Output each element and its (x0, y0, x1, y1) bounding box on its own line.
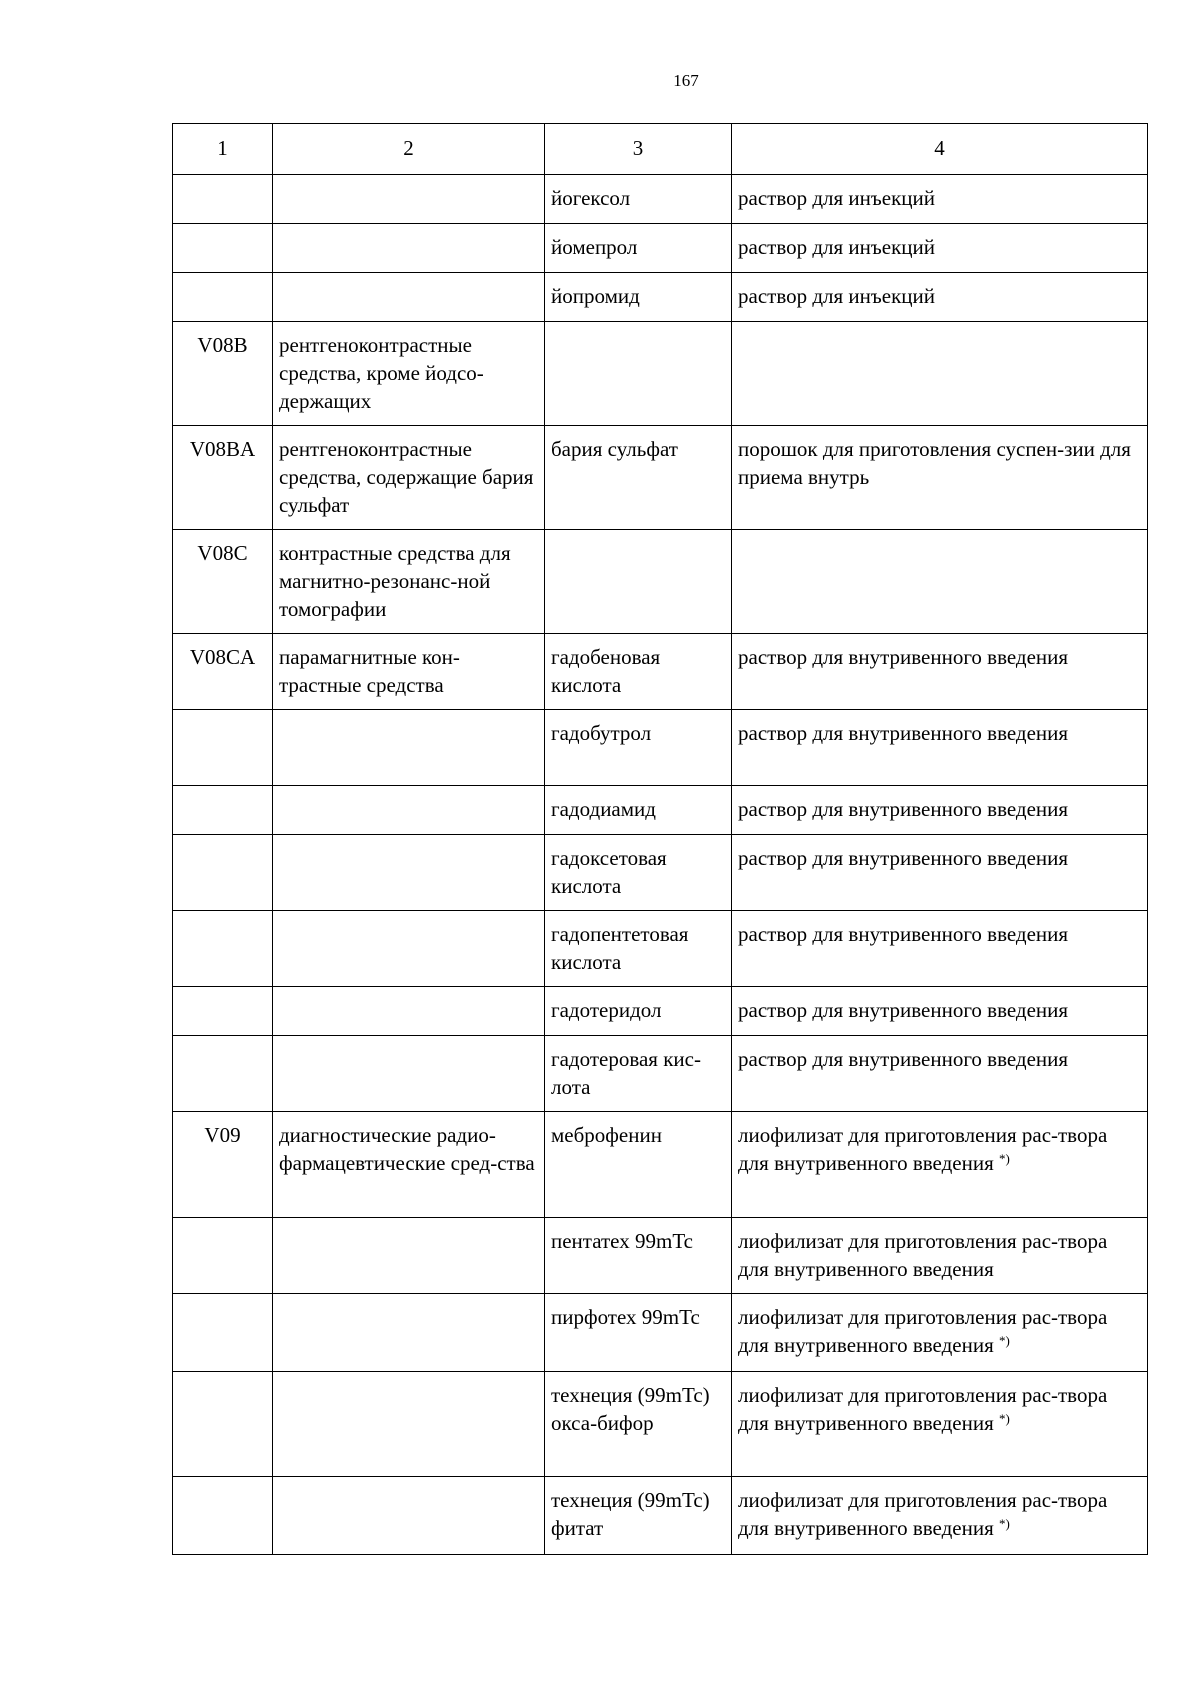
atc-code-cell: V08C (173, 530, 273, 634)
dosage-form-cell (732, 1218, 1148, 1294)
group-name-cell (273, 224, 545, 273)
dosage-form-cell (732, 1036, 1148, 1112)
dosage-form-cell (732, 987, 1148, 1036)
table-row (173, 1112, 1148, 1218)
dosage-form-cell (732, 911, 1148, 987)
table-row (173, 322, 1148, 426)
group-name-cell (273, 1218, 545, 1294)
drug-name-cell: гадобутрол (545, 710, 732, 786)
table-row (173, 1218, 1148, 1294)
atc-code-cell (173, 1477, 273, 1555)
dosage-form-text: раствор для внутривенного введения (738, 846, 1069, 870)
dosage-form-cell (732, 426, 1148, 530)
table-row (173, 835, 1148, 911)
header-cell-4: 4 (732, 124, 1148, 175)
dosage-form-cell (732, 710, 1148, 786)
group-name-cell (273, 1294, 545, 1372)
header-cell-1: 1 (173, 124, 273, 175)
dosage-form-text: лиофилизат для приготовления рас-твора для внутривенного введения (738, 1383, 1108, 1435)
drug-name-cell: пирфотех 99mTc (545, 1294, 732, 1372)
dosage-form-text: лиофилизат для приготовления рас-твора для внутривенного введения (738, 1123, 1108, 1175)
atc-code-cell (173, 710, 273, 786)
header-cell-3: 3 (545, 124, 732, 175)
dosage-form-text: раствор для внутривенного введения (738, 998, 1069, 1022)
dosage-form-text: раствор для внутривенного введения (738, 721, 1069, 745)
atc-code-cell (173, 224, 273, 273)
group-name-cell (273, 1372, 545, 1477)
dosage-form-text: лиофилизат для приготовления рас-твора для внутривенного введения (738, 1488, 1108, 1540)
table-row (173, 273, 1148, 322)
table-row (173, 1372, 1148, 1477)
atc-code-cell (173, 1036, 273, 1112)
dosage-form-text: раствор для инъекций (738, 186, 935, 210)
dosage-form-text: лиофилизат для приготовления рас-твора для внутривенного введения (738, 1229, 1108, 1281)
group-name-cell: рентгеноконтрастные средства, содержащие бария сульфат (273, 426, 545, 530)
table-row (173, 1036, 1148, 1112)
group-name-cell (273, 911, 545, 987)
dosage-form-cell (732, 835, 1148, 911)
table-row (173, 426, 1148, 530)
atc-code-cell (173, 1218, 273, 1294)
drug-name-cell: бария сульфат (545, 426, 732, 530)
dosage-form-cell (732, 224, 1148, 273)
table-row (173, 710, 1148, 786)
table-row (173, 530, 1148, 634)
dosage-form-text: раствор для внутривенного введения (738, 922, 1069, 946)
drug-name-cell: меброфенин (545, 1112, 732, 1218)
atc-code-cell (173, 273, 273, 322)
dosage-form-text: раствор для инъекций (738, 284, 935, 308)
drug-name-cell: йопромид (545, 273, 732, 322)
group-name-cell (273, 1036, 545, 1112)
footnote-marker: *) (998, 1151, 1010, 1166)
atc-code-cell: V08BA (173, 426, 273, 530)
drug-name-cell: технеция (99mTc) окса-бифор (545, 1372, 732, 1477)
dosage-form-text: раствор для внутривенного введения (738, 1047, 1069, 1071)
dosage-form-text: лиофилизат для приготовления рас-твора для внутривенного введения (738, 1305, 1108, 1357)
dosage-form-cell (732, 1112, 1148, 1218)
group-name-cell: контрастные средства для магнитно-резонанс-ной томографии (273, 530, 545, 634)
drug-name-cell: йогексол (545, 175, 732, 224)
footnote-marker: *) (998, 1333, 1010, 1348)
table-row (173, 1294, 1148, 1372)
atc-code-cell (173, 786, 273, 835)
table-row (173, 911, 1148, 987)
group-name-cell: диагностические радио-фармацевтические сред-ства (273, 1112, 545, 1218)
atc-code-cell: V09 (173, 1112, 273, 1218)
atc-code-cell: V08B (173, 322, 273, 426)
group-name-cell (273, 1477, 545, 1555)
atc-code-cell (173, 835, 273, 911)
dosage-form-cell (732, 1372, 1148, 1477)
atc-code-cell (173, 175, 273, 224)
table-row (173, 224, 1148, 273)
dosage-form-cell (732, 273, 1148, 322)
group-name-cell: рентгеноконтрастные средства, кроме йодсо-держащих (273, 322, 545, 426)
dosage-form-cell (732, 175, 1148, 224)
drug-name-cell: технеция (99mTc) фитат (545, 1477, 732, 1555)
dosage-form-cell (732, 530, 1148, 634)
drug-name-cell (545, 322, 732, 426)
drug-name-cell: гадоксетовая кислота (545, 835, 732, 911)
atc-code-cell (173, 911, 273, 987)
dosage-form-text: порошок для приготовления суспен-зии для приема внутрь (738, 437, 1131, 489)
drug-name-cell (545, 530, 732, 634)
atc-code-cell (173, 987, 273, 1036)
dosage-form-text: раствор для внутривенного введения (738, 797, 1069, 821)
atc-code-cell (173, 1372, 273, 1477)
drug-name-cell: гадобеновая кислота (545, 634, 732, 710)
group-name-cell: парамагнитные кон-трастные средства (273, 634, 545, 710)
group-name-cell (273, 835, 545, 911)
drug-name-cell: гадопентетовая кислота (545, 911, 732, 987)
dosage-form-cell (732, 322, 1148, 426)
dosage-form-text: раствор для внутривенного введения (738, 645, 1069, 669)
drug-name-cell: гадотеровая кис-лота (545, 1036, 732, 1112)
table-row (173, 634, 1148, 710)
group-name-cell (273, 175, 545, 224)
header-cell-2: 2 (273, 124, 545, 175)
group-name-cell (273, 987, 545, 1036)
group-name-cell (273, 273, 545, 322)
dosage-form-cell (732, 786, 1148, 835)
drug-name-cell: пентатех 99mTc (545, 1218, 732, 1294)
table-header-row (173, 124, 1148, 175)
medication-table (172, 123, 1148, 1555)
drug-name-cell: гадотеридол (545, 987, 732, 1036)
footnote-marker: *) (998, 1411, 1010, 1426)
dosage-form-cell (732, 634, 1148, 710)
table-row (173, 987, 1148, 1036)
footnote-marker: *) (998, 1516, 1010, 1531)
atc-code-cell: V08CA (173, 634, 273, 710)
page-number: 167 (673, 71, 699, 90)
group-name-cell (273, 710, 545, 786)
dosage-form-cell (732, 1477, 1148, 1555)
atc-code-cell (173, 1294, 273, 1372)
table-row (173, 175, 1148, 224)
group-name-cell (273, 786, 545, 835)
drug-name-cell: гадодиамид (545, 786, 732, 835)
table-row (173, 1477, 1148, 1555)
dosage-form-cell (732, 1294, 1148, 1372)
dosage-form-text: раствор для инъекций (738, 235, 935, 259)
drug-name-cell: йомепрол (545, 224, 732, 273)
table-row (173, 786, 1148, 835)
